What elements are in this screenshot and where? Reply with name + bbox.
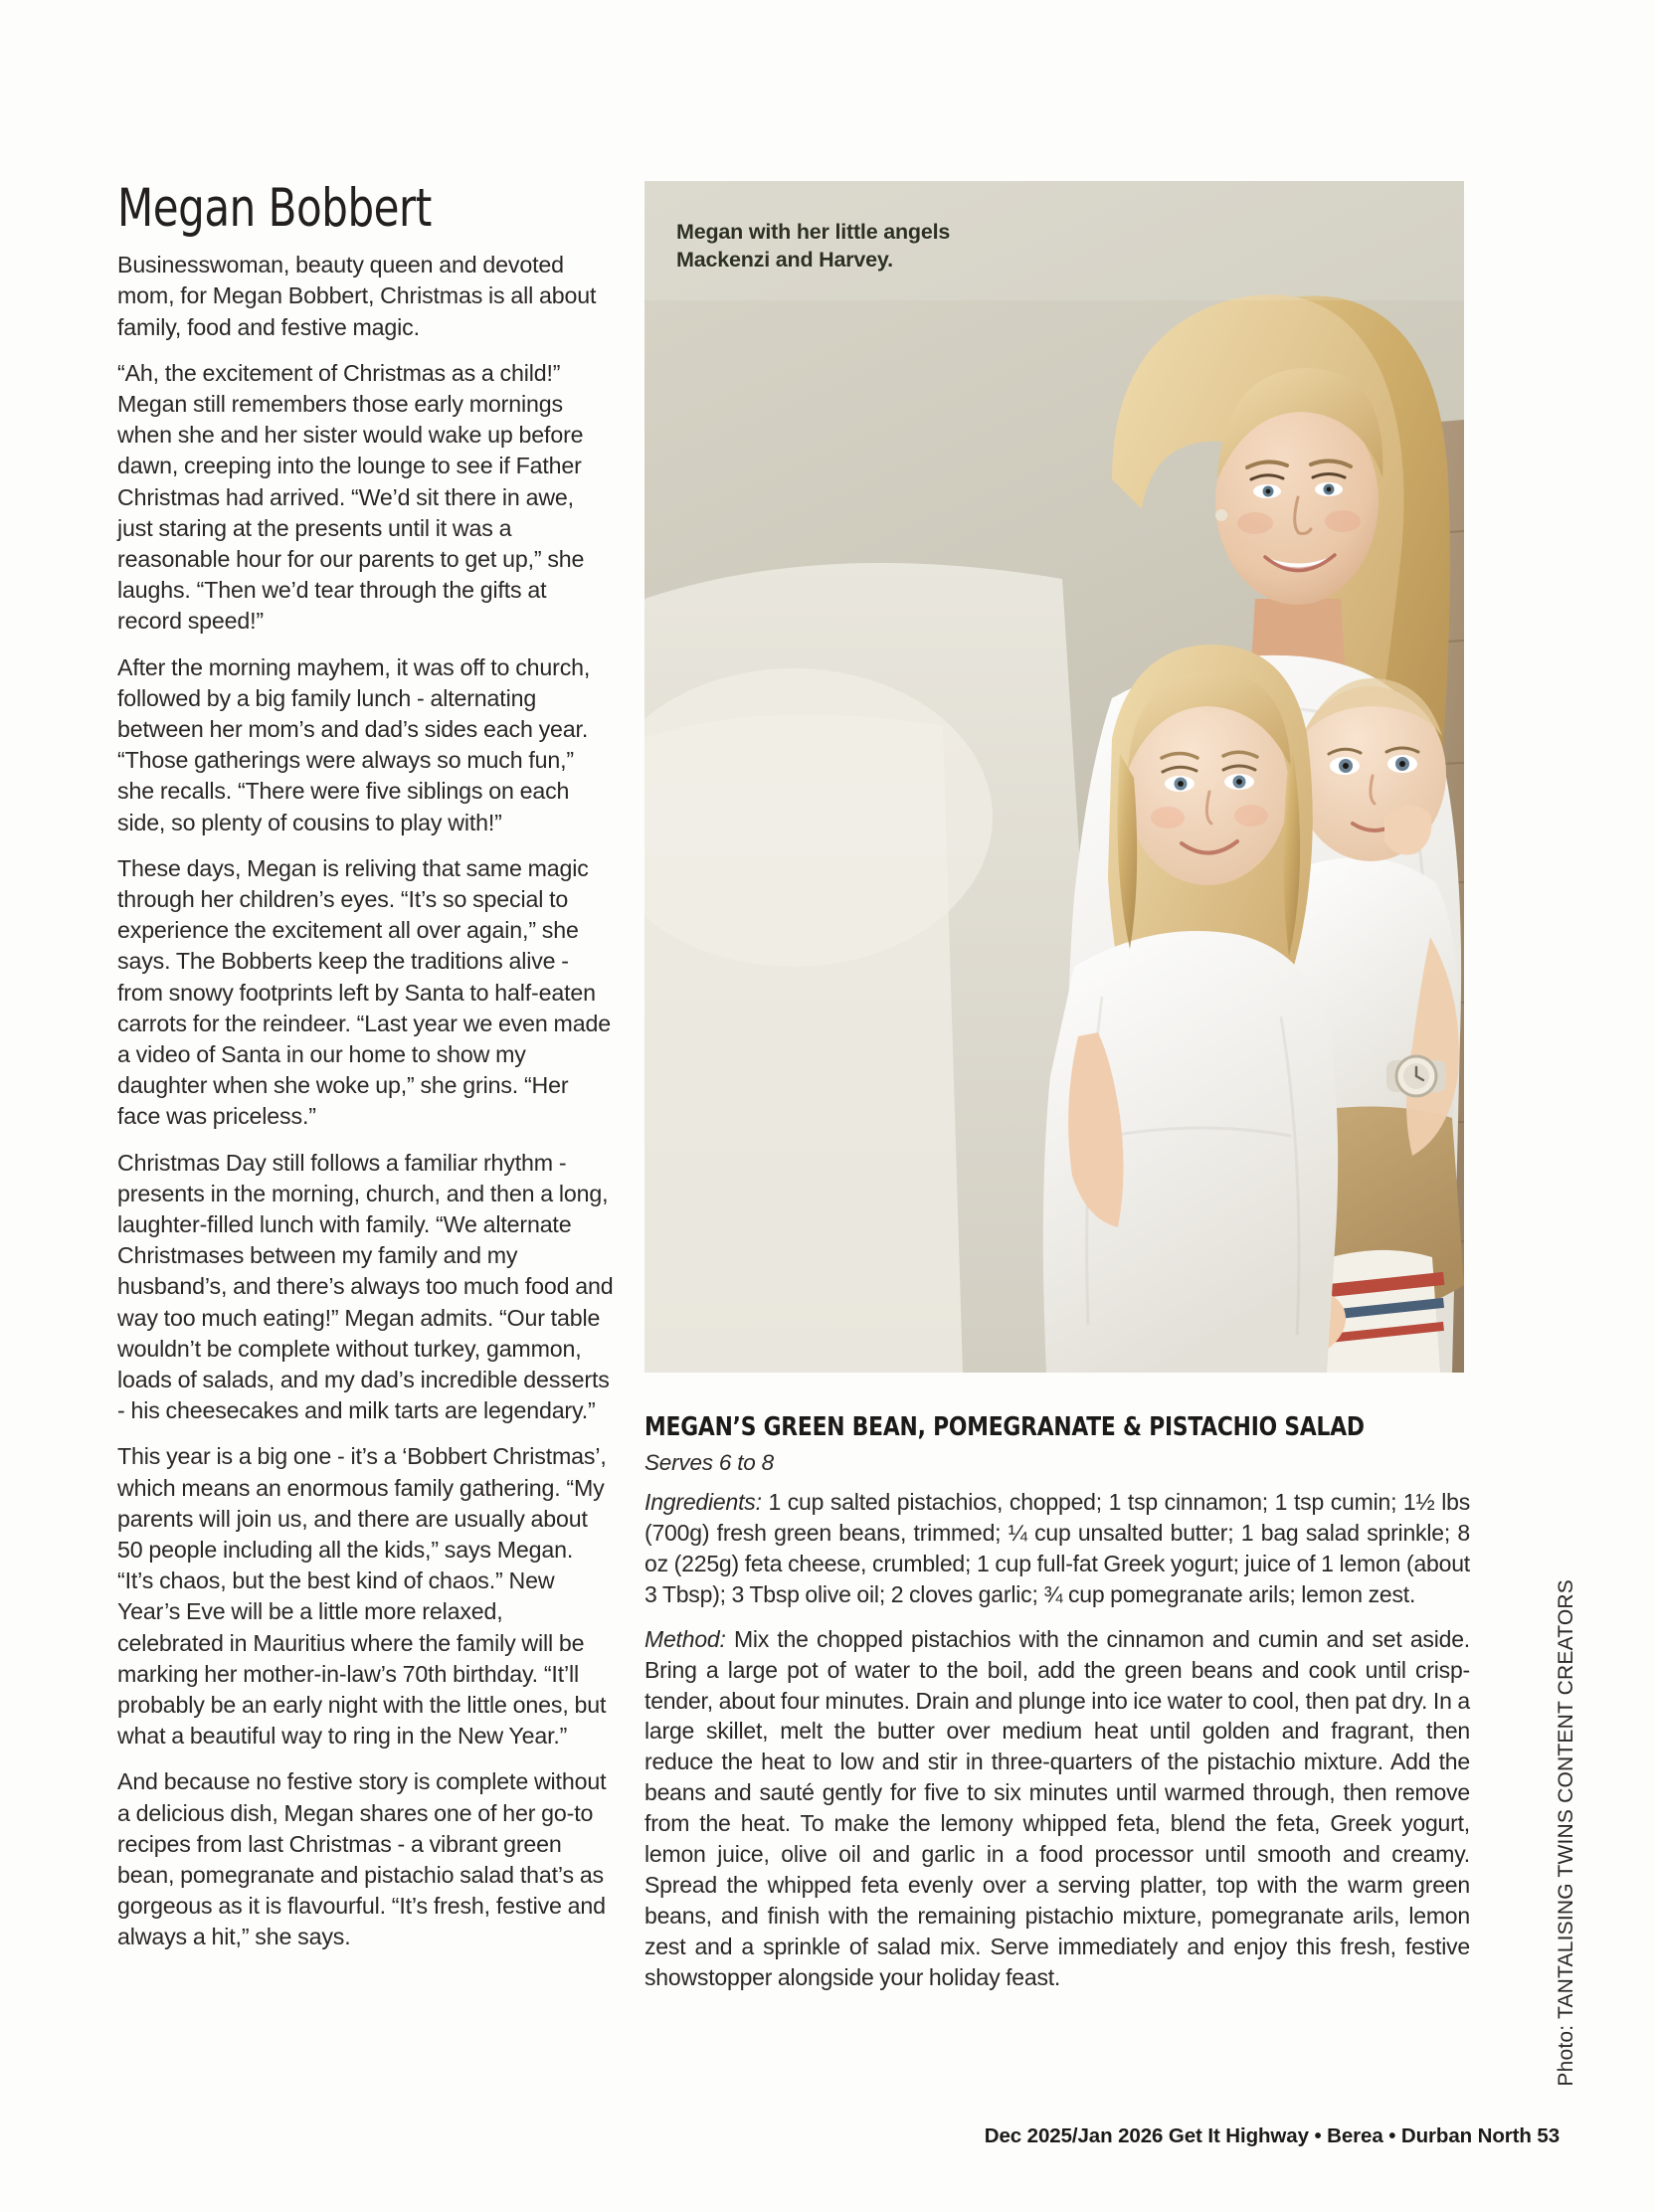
photo-image (644, 181, 1464, 1373)
recipe-ingredients (644, 1487, 1470, 1610)
page-footer (0, 2124, 1560, 2148)
footer-publication: Get It Highway • Berea • Durban North (1163, 2124, 1538, 2147)
article-paragraph: And because no festive story is complete without a delicious dish, Megan shares one of her go-to recipes from last Christmas - a vibrant green bean, pomegranate and pistachio salad that’s as gorgeous as it is flavourful. “It’s fresh, festive and always a hit,” she says. (117, 1768, 607, 1950)
photo-credit (1550, 1470, 1583, 2087)
footer-issue: Dec 2025/Jan 2026 (984, 2124, 1164, 2147)
article-paragraph: Businesswoman, beauty queen and devoted mom, for Megan Bobbert, Christmas is all about family, food and festive magic. (117, 252, 597, 340)
ingredients-text: 1 cup salted pistachios, chopped; 1 tsp cinnamon; 1 tsp cumin; 1½ lbs (700g) fresh green beans, trimmed; ¼ cup unsalted butter; 1 bag salad sprinkle; 8 oz (225g) feta cheese, crumbled; 1 cup full-fat Greek yogurt; juice of 1 lemon (about 3 Tbsp); 3 Tbsp olive oil; 2 cloves garlic; ¾ cup pomegranate arils; lemon zest. (644, 1489, 1470, 1607)
ingredients-label: Ingredients: (644, 1489, 762, 1515)
article-paragraph: After the morning mayhem, it was off to church, followed by a big family lunch - alternating between her mom’s and dad’s sides each year. “Those gatherings were always so much fun,” she recalls. “There were five siblings on each side, so plenty of cousins to play with!” (117, 653, 591, 835)
article-paragraph: This year is a big one - it’s a ‘Bobbert Christmas’, which means an enormous family gathering. “My parents will join us, and there are usually about 50 people including all the kids,” says Megan. “It’s chaos, but the best kind of chaos.” New Year’s Eve will be a little more relaxed, celebrated in Mauritius where the family will be marking her mother-in-law’s 70th birthday. “It’ll probably be an early night with the little ones, but what a beautiful way to ring in the New Year.” (117, 1443, 607, 1750)
photo-credit-text: Photo: TANTALISING TWINS CONTENT CREATORS (1555, 1579, 1577, 2087)
article-column (117, 178, 615, 1953)
recipe-serves: Serves 6 to 8 (644, 1450, 774, 1475)
recipe-title: MEGAN’S GREEN BEAN, POMEGRANATE & PISTACHIO SALAD (644, 1412, 1365, 1442)
recipe-block (644, 1412, 1470, 2007)
article-paragraph: These days, Megan is reliving that same magic through her children’s eyes. “It’s so special to experience the excitement all over again,” she says. The Bobberts keep the traditions alive - from snowy footprints left by Santa to half-eaten carrots for the reindeer. “Last year we even made a video of Santa in our home to show my daughter when she woke up,” she grins. “Her face was priceless.” (117, 854, 611, 1130)
method-text: Mix the chopped pistachios with the cinnamon and cumin and set aside. Bring a large pot of water to the boil, add the green beans and cook until crisp-tender, about four minutes. Drain and plunge into ice water to cool, then pat dry. In a large skillet, melt the butter over medium heat until golden and fragrant, then reduce the heat to low and stir in three-quarters of the pistachio mixture. Add the beans and sauté gently for five to six minutes until warmed through, then remove from the heat. To make the lemony whipped feta, blend the feta, Greek yogurt, lemon juice, olive oil and garlic in a food processor until smooth and creamy. Spread the whipped feta evenly over a serving platter, top with the warm green beans, and finish with the remaining pistachio mixture, pomegranate arils, lemon zest and a sprinkle of salad mix. Serve immediately and enjoy this fresh, festive showstopper alongside your holiday feast. (644, 1625, 1470, 1990)
photo-caption: Megan with her little angels Mackenzi and Harvey. (676, 220, 951, 272)
article-paragraph: “Ah, the excitement of Christmas as a child!” Megan still remembers those early mornings when she and her sister would wake up before dawn, creeping into the lounge to see if Father Christmas had arrived. “We’d sit there in awe, just staring at the presents until it was a reasonable hour for our parents to get up,” she laughs. “Then we’d tear through the gifts at record speed!” (117, 359, 585, 635)
footer-page-number: 53 (1537, 2124, 1560, 2147)
page-title: Megan Bobbert (117, 178, 432, 239)
recipe-method (644, 1624, 1470, 1993)
article-paragraph: Christmas Day still follows a familiar rhythm - presents in the morning, church, and then a long, laughter-filled lunch with family. “We alternate Christmases between my family and my husband’s, and there’s always too much food and way too much eating!” Megan admits. “Our table wouldn’t be complete without turkey, gammon, loads of salads, and my dad’s incredible desserts - his cheesecakes and milk tarts are legendary.” (117, 1149, 614, 1424)
method-label: Method: (644, 1625, 726, 1652)
article-photo (644, 181, 1464, 1373)
